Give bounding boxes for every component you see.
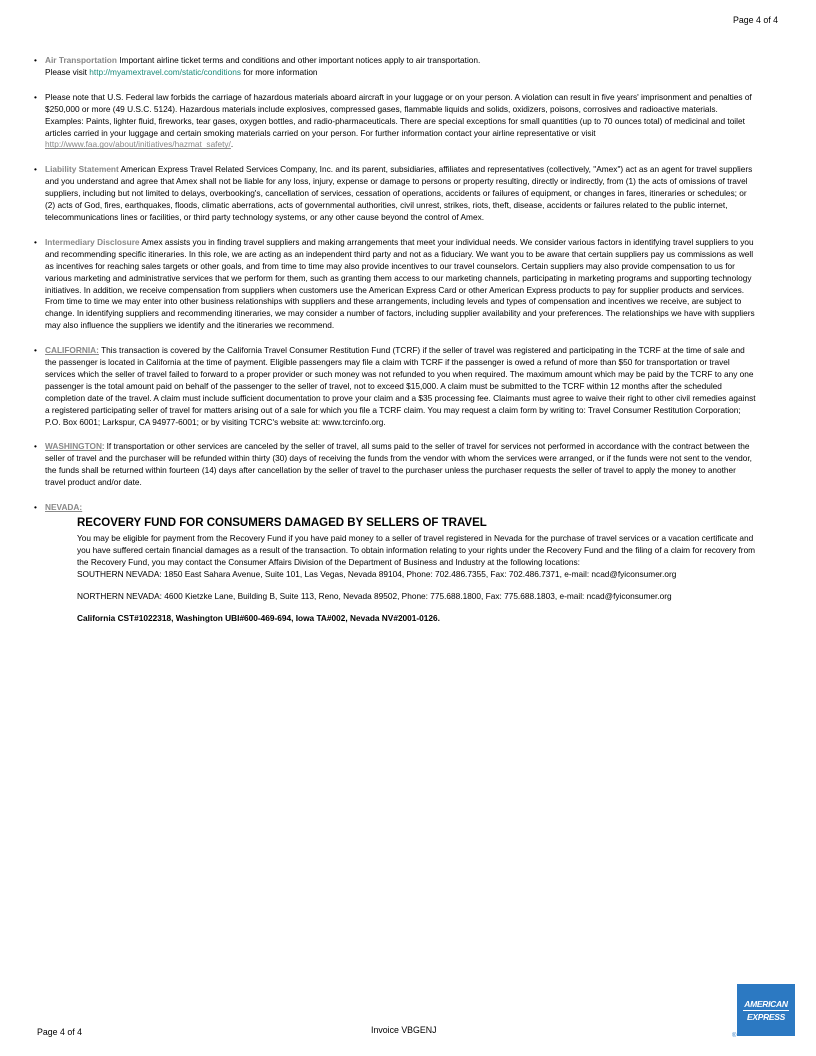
nevada-recovery-fund <box>77 516 767 624</box>
air-visit-suffix: for more information <box>241 66 318 77</box>
logo-line-american: AMERICAN <box>744 998 788 1009</box>
bullet: • <box>34 441 37 452</box>
bullet: • <box>34 236 37 247</box>
page-number-top: Page 4 of 4 <box>733 15 778 25</box>
hazmat-text: Please note that U.S. Federal law forbids the carriage of hazardous materials aboard aircraft in your luggage or on your person. A violation can result in five years' imprisonment and penalties of $250,000 or more (49 U.S.C. 5124). Hazardous materials include explosives, compressed gases, flammable liquids and solids, oxidizers, poisons, corrosives and radioactive materials. Examples: Paints, lighter fluid, fireworks, tear gases, oxygen bottles, and radio-pharmaceuticals. There are special exceptions for small quantities (up to 70 ounces total) of medicinal and toilet articles carried in your luggage and certain smoking materials carried on your person. For further information contact your airline representative or visit <box>45 91 752 138</box>
washington-item <box>34 441 758 489</box>
intermediary-item <box>34 237 758 332</box>
faa-hazmat-link[interactable]: http://www.faa.gov/about/initiatives/hazmat_safety/ <box>45 139 231 150</box>
washington-label: WASHINGTON <box>45 441 103 452</box>
intermediary-label: Intermediary Disclosure <box>45 236 140 247</box>
american-express-logo <box>737 984 795 1036</box>
liability-item <box>34 164 758 224</box>
northern-nevada-contact: NORTHERN NEVADA: 4600 Kietzke Lane, Building B, Suite 113, Reno, Nevada 89502, Phone: 775.688.1800, Fax: 775.688.1803, e-mail: ncad@fyiconsumer.org <box>77 590 672 601</box>
liability-label: Liability Statement <box>45 164 119 175</box>
bullet: • <box>34 345 37 356</box>
recovery-fund-intro: You may be eligible for payment from the Recovery Fund if you have paid money to a seller of travel registered in Nevada for the purchase of travel services or a vacation certificate and you have suffered certain financial damages as a result of the transaction. To obtain information relating to your rights under the Recovery Fund and the filing of a claim for recovery from the Recovery Fund, you may contact the Consumer Affairs Division of the Department of Business and Industry at the following locations: <box>77 533 756 567</box>
page-number-footer: Page 4 of 4 <box>37 1027 82 1037</box>
hazmat-item <box>34 92 758 152</box>
intermediary-text: Amex assists you in finding travel suppliers and making arrangements that meet your individual needs. We consider various factors in identifying travel suppliers to you and recommending specific itineraries. In this role, we are acting as an independent third party and not as a fiduciary. We want you to be aware that certain suppliers pay us commissions as well as incentives for reaching sales targets or other goals, and from time to time may also provide incentives to our travel counselors. Certain suppliers may also provide compensation to us for various marketing and administrative services that we perform for them, such as granting them access to our marketing channels, participating in marketing programs and supporting technology initiatives. In addition, we receive compensation from suppliers when customers use the American Express Card or other American Express products to pay for supplier products and services. From time to time we may enter into other business relationships with suppliers and these arrangements, including levels and types of compensation and incentives we receive, are subject to change. In identifying suppliers and recommending itineraries, we may consider a number of factors, including supplier availability and your preferences. The relationships we have with suppliers may also influence the suppliers we identify and the itineraries we recommend. <box>45 236 755 331</box>
california-label: CALIFORNIA: <box>45 345 99 356</box>
terms-content <box>34 55 758 637</box>
liability-text: American Express Travel Related Services Company, Inc. and its parent, subsidiaries, affiliates and representatives (collectively, "Amex") act as an agent for travel suppliers and you understand and agree that Amex shall not be liable for any loss, injury, expense or damage to persons or property resulting, directly or indirectly, from (1) the acts of omissions of travel suppliers, including but not limited to delays, overbooking's, cancellation of services, cessation of operations, accidents or failures of equipment, or changes in fares, itineraries or schedules; or (2) acts of God, fires, earthquakes, floods, climatic aberrations, acts of governmental authorities, civil unrest, strikes, riots, theft, disease, accidents or failures related to the public internet, telecommunications lines or facilities, or third party technology systems, or any other cause beyond the control of Amex. <box>45 164 753 222</box>
southern-nevada-contact: SOUTHERN NEVADA: 1850 East Sahara Avenue, Suite 101, Las Vegas, Nevada 89104, Phone: 702.486.7355, Fax: 702.486.7371, e-mail: ncad@fyiconsumer.org <box>77 568 677 579</box>
registration-codes: California CST#1022318, Washington UBI#600-469-694, Iowa TA#002, Nevada NV#2001-0126. <box>77 612 440 623</box>
logo-line-express: EXPRESS <box>746 1011 786 1022</box>
bullet: • <box>34 91 37 102</box>
bullet: • <box>34 55 37 65</box>
air-transportation-item <box>34 55 758 79</box>
california-text: This transaction is covered by the California Travel Consumer Restitution Fund (TCRF) if the seller of travel was registered and participating in the TCRF at the time of sale and the passenger is located in California at the time of payment. Eligible passengers may file a claim with TCRF if the passenger is owed a refund of more than $50 for transportation or travel services which the seller of travel failed to forward to a proper provider or such money was not refunded to you when required. The maximum amount which may be paid by the TCRF to any one passenger is the total amount paid on behalf of the passenger to the seller of travel, not to exceed $15,000. A claim must be submitted to the TCRF within 12 months after the scheduled completion date of the travel. A claim must include sufficient documentation to prove your claim and a $35 processing fee. Claimants must agree to waive their right to other civil remedies against a registered participating seller of travel for matters arising out of a sale for which you file a TCRF claim. You may request a claim form by writing to: Travel Consumer Restitution Corporation; P.O. Box 6001; Larkspur, CA 94977-6001; or by visiting TCRC's website at: www.tcrcinfo.org. <box>45 345 756 427</box>
california-item <box>34 345 758 428</box>
invoice-number: Invoice VBGENJ <box>371 1025 437 1035</box>
recovery-fund-heading: RECOVERY FUND FOR CONSUMERS DAMAGED BY SELLERS OF TRAVEL <box>77 517 487 529</box>
nevada-label: NEVADA: <box>45 502 83 513</box>
bullet: • <box>34 502 37 513</box>
washington-text: : If transportation or other services are canceled by the seller of travel, all sums paid to the seller of travel for services not performed in accordance with the contract between the seller of travel and the purchaser will be refunded within thirty (30) days of receiving the funds from the vendor with whom the services were arranged, or if the funds were not sent to the vendor, the funds shall be returned within fourteen (14) days after cancellation by the seller of travel to the purchaser unless the purchaser requests the seller of travel to apply the money to another travel product and/or date. <box>45 441 752 488</box>
hazmat-suffix: . <box>230 139 234 150</box>
air-visit-prefix: Please visit <box>45 66 90 77</box>
air-transportation-text: Important airline ticket terms and conditions and other important notices apply to air transportation. <box>116 55 481 65</box>
nevada-item <box>34 502 758 624</box>
bullet: • <box>34 164 37 175</box>
registered-mark: ® <box>732 1033 737 1039</box>
conditions-link[interactable]: http://myamextravel.com/static/conditions <box>89 66 241 77</box>
air-transportation-label: Air Transportation <box>45 55 117 65</box>
